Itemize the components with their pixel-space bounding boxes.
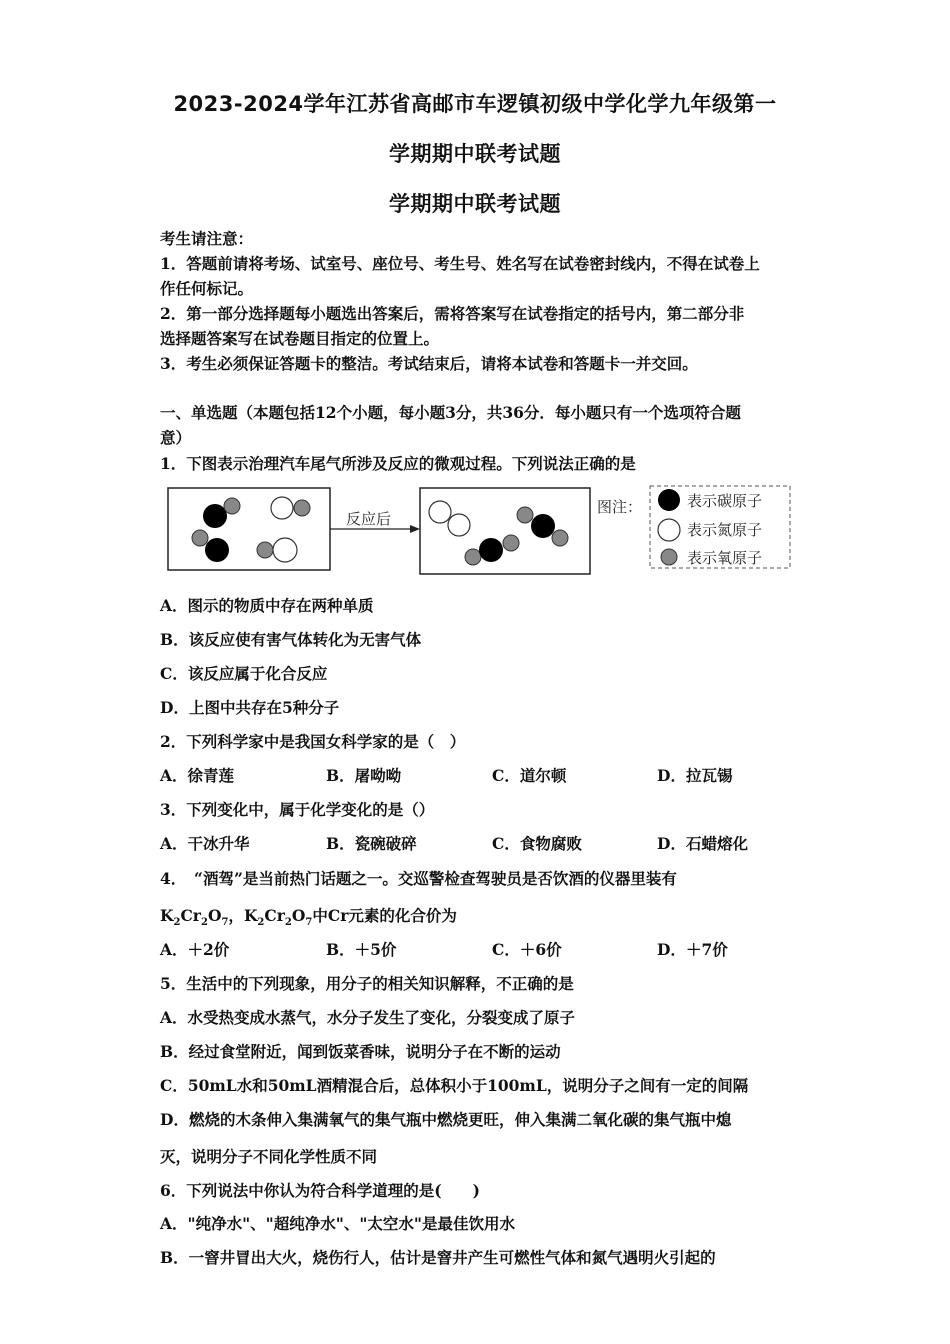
q4-stem: 4． “酒驾”是当前热门话题之一。交巡警检查驾驶员是否饮酒的仪器里装有 xyxy=(160,869,677,888)
q2-option-a: A．徐青莲 xyxy=(160,766,235,785)
q5-option-a: A．水受热变成水蒸气，水分子发生了变化，分裂变成了原子 xyxy=(160,1008,576,1027)
notice-item3: 3．考生必须保证答题卡的整洁。考试结束后，请将本试卷和答题卡一并交回。 xyxy=(160,354,698,373)
q4-stem-tail: 中Cr元素的化合价为 xyxy=(312,906,457,925)
q2-stem: 2．下列科学家中是我国女科学家的是（ ） xyxy=(160,732,466,751)
q1-option-b: B．该反应使有害气体转化为无害气体 xyxy=(160,630,422,649)
legend-carbon: 表示碳原子 xyxy=(687,492,763,510)
q3-stem: 3．下列变化中，属于化学变化的是（） xyxy=(160,800,435,819)
q4-option-b: B．＋5价 xyxy=(326,940,397,959)
molecule-no-2 xyxy=(257,538,297,562)
separator: ， xyxy=(228,906,244,925)
q2-option-b: B．屠呦呦 xyxy=(326,766,402,785)
molecule-co2-1 xyxy=(517,507,568,546)
q1-option-d: D．上图中共存在5种分子 xyxy=(160,698,340,717)
q4-option-a: A．＋2价 xyxy=(160,940,230,959)
formula-cr: Cr xyxy=(180,906,201,925)
legend-oxygen: 表示氧原子 xyxy=(687,549,763,567)
formula-k: K xyxy=(160,906,174,925)
molecule-no-1 xyxy=(271,497,310,519)
nitrogen-atom-icon xyxy=(658,519,680,541)
subscript-2: 2 xyxy=(200,917,208,929)
q4-option-c: C．＋6价 xyxy=(492,940,562,959)
notice-item1-cont: 作任何标记。 xyxy=(160,279,254,298)
legend-title: 图注： xyxy=(597,498,643,516)
legend-nitrogen: 表示氮原子 xyxy=(687,521,763,539)
reactants-box xyxy=(168,488,330,570)
subscript-2: 2 xyxy=(173,917,181,929)
q2-option-d: D．拉瓦锡 xyxy=(657,766,733,785)
formula-o: O xyxy=(207,906,222,925)
exam-title-line1: 2023-2024学年江苏省高邮市车逻镇初级中学化学九年级第一 xyxy=(173,92,777,116)
q5-option-b: B．经过食堂附近，闻到饭菜香味，说明分子在不断的运动 xyxy=(160,1042,561,1061)
molecule-co-1 xyxy=(203,498,240,528)
q3-option-d: D．石蜡熔化 xyxy=(657,834,748,853)
q4-option-d: D．＋7价 xyxy=(657,940,728,959)
arrow-label: 反应后 xyxy=(346,510,392,528)
q2-option-c: C．道尔顿 xyxy=(492,766,567,785)
exam-title-line2: 学期期中联考试题 xyxy=(389,142,561,166)
notice-item2-cont: 选择题答案写在试卷题目指定的位置上。 xyxy=(160,329,440,348)
q6-option-a: A．"纯净水"、"超纯净水"、"太空水"是最佳饮用水 xyxy=(160,1214,515,1233)
subscript-2: 2 xyxy=(284,917,292,929)
molecule-co2-2 xyxy=(465,535,519,565)
q5-option-c: C．50mL水和50mL酒精混合后，总体积小于100mL，说明分子之间有一定的间隔 xyxy=(160,1076,749,1095)
q5-stem: 5．生活中的下列现象，用分子的相关知识解释，不正确的是 xyxy=(160,974,574,993)
section1-heading-cont: 意） xyxy=(160,428,192,447)
formula-cr: Cr xyxy=(264,906,285,925)
subscript-2: 2 xyxy=(257,917,265,929)
subscript-7: 7 xyxy=(221,917,229,929)
q1-reaction-diagram xyxy=(160,480,800,580)
q1-stem: 1．下图表示治理汽车尾气所涉及反应的微观过程。下列说法正确的是 xyxy=(160,454,636,473)
molecule-n2 xyxy=(429,501,470,536)
carbon-atom-icon xyxy=(658,489,680,511)
q6-stem: 6．下列说法中你认为符合科学道理的是( ) xyxy=(160,1181,480,1200)
formula-o: O xyxy=(291,906,306,925)
notice-item1: 1．答题前请将考场、试室号、座位号、考生号、姓名写在试卷密封线内，不得在试卷上 xyxy=(160,254,760,273)
subscript-7: 7 xyxy=(305,917,313,929)
q1-option-a: A．图示的物质中存在两种单质 xyxy=(160,596,374,615)
notice-item2: 2．第一部分选择题每小题选出答案后，需将答案写在试卷指定的括号内，第二部分非 xyxy=(160,304,745,323)
oxygen-atom-icon xyxy=(661,549,677,565)
molecule-co-2 xyxy=(192,530,229,562)
q3-option-c: C．食物腐败 xyxy=(492,834,582,853)
q6-option-b: B．一窨井冒出大火，烧伤行人，估计是窨井产生可燃性气体和氮气遇明火引起的 xyxy=(160,1248,716,1267)
notice-heading: 考生请注意： xyxy=(160,229,254,248)
q5-option-d: D．燃烧的木条伸入集满氧气的集气瓶中燃烧更旺，伸入集满二氧化碳的集气瓶中熄 xyxy=(160,1110,732,1129)
q5-option-d-cont: 灭，说明分子不同化学性质不同 xyxy=(160,1147,378,1166)
formula-k: K xyxy=(243,906,258,925)
q3-option-b: B．瓷碗破碎 xyxy=(326,834,417,853)
q1-option-c: C．该反应属于化合反应 xyxy=(160,664,328,683)
q4-stem-formula xyxy=(160,904,457,928)
q3-option-a: A．干冰升华 xyxy=(160,834,250,853)
exam-title-line3: 学期期中联考试题 xyxy=(389,192,561,216)
section1-heading: 一、单选题（本题包括12个小题，每小题3分，共36分．每小题只有一个选项符合题 xyxy=(160,403,741,422)
